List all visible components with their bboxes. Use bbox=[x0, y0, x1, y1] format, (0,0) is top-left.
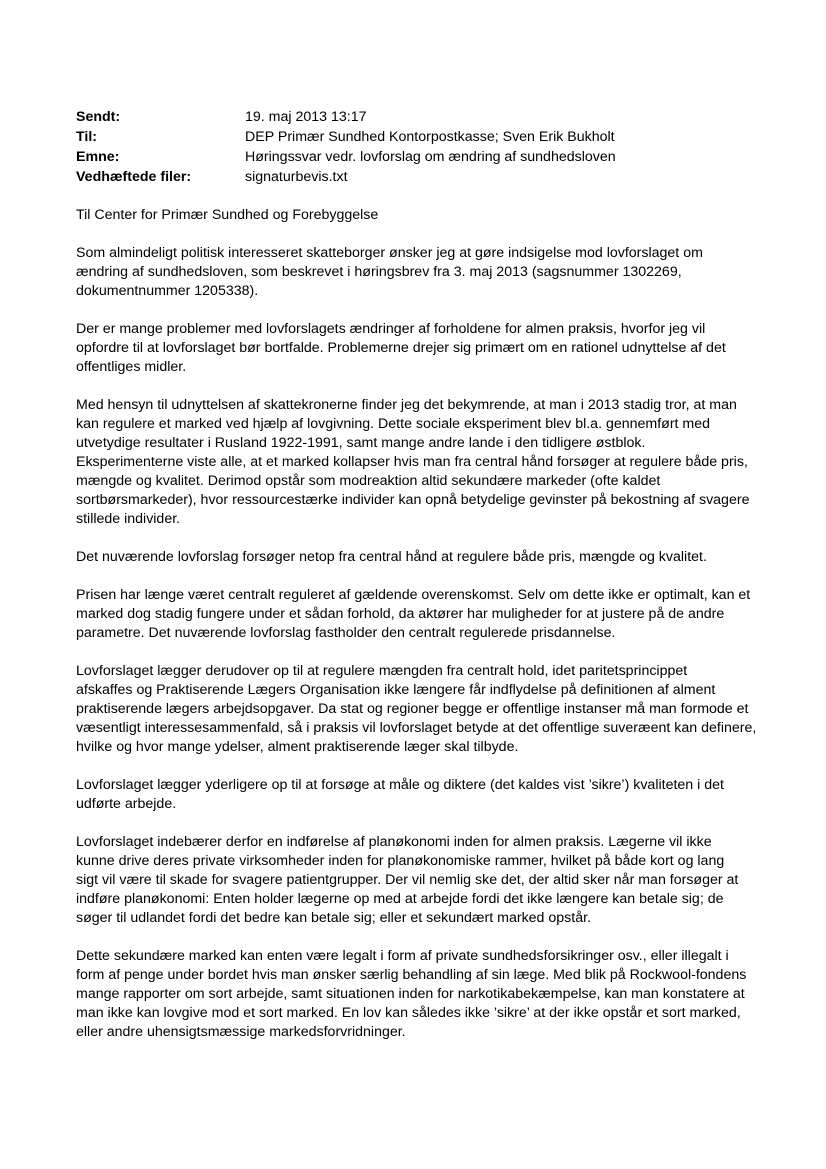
paragraph-line: Lovforslaget indebærer derfor en indførelse af planøkonomi inden for almen praksis. Lægerne vil ikke bbox=[76, 834, 712, 850]
to-value: DEP Primær Sundhed Kontorpostkasse; Sven Erik Bukholt bbox=[245, 129, 615, 145]
paragraph-line: kan regulere et marked ved hjælp af lovgivning. Dette sociale eksperiment blev bl.a. gennemført med bbox=[76, 416, 711, 432]
paragraph-line: Der er mange problemer med lovforslagets ændringer af forholdene for almen praksis, hvorfor jeg vil bbox=[76, 321, 706, 337]
paragraph-line: Som almindeligt politisk interesseret skatteborger ønsker jeg at gøre indsigelse mod lovforslaget om bbox=[76, 245, 703, 261]
letter-page bbox=[76, 108, 756, 1042]
paragraph-line: væsentligt interessesammenfald, så i praksis vil lovforslaget betyde at det offentlige suveræent kan definere, bbox=[76, 720, 757, 736]
sent-value: 19. maj 2013 13:17 bbox=[245, 109, 367, 125]
paragraph-line: parametre. Det nuværende lovforslag fastholder den centralt regulerede prisdannelse. bbox=[76, 625, 616, 641]
attachments-value: signaturbevis.txt bbox=[245, 169, 348, 185]
body-paragraph bbox=[76, 548, 756, 567]
paragraph-line: sortbørsmarkeder), hvor ressourcestærke individer kan opnå betydelige gevinster på bekostning af svagere bbox=[76, 492, 750, 508]
paragraph-line: afskaffes og Praktiserende Lægers Organisation ikke længere får indflydelse på definitionen af alment bbox=[76, 682, 716, 698]
email-header bbox=[76, 108, 756, 187]
body-paragraph bbox=[76, 662, 756, 757]
body-paragraph bbox=[76, 833, 756, 928]
paragraph-line: stillede individer. bbox=[76, 511, 181, 527]
body-paragraph bbox=[76, 244, 756, 301]
body-paragraph bbox=[76, 320, 756, 377]
paragraph-line: indføre planøkonomi: Enten holder lægerne op med at arbejde fordi det ikke længere kan betale sig; de bbox=[76, 891, 724, 907]
paragraph-line: Eksperimenterne viste alle, at et marked kollapser hvis man fra central hånd forsøger at regulere både pris, bbox=[76, 454, 748, 470]
paragraph-line: opfordre til at lovforslaget bør bortfalde. Problemerne drejer sig primært om en rationel udnyttelse af det bbox=[76, 340, 726, 356]
body-paragraph bbox=[76, 586, 756, 643]
paragraph-line: sigt vil være til skade for svagere patientgrupper. Der vil nemlig ske det, der altid sker når man forsøger at bbox=[76, 872, 739, 888]
greeting: Til Center for Primær Sundhed og Forebyggelse bbox=[76, 207, 379, 223]
paragraph-line: mængde og kvalitet. Derimod opstår som modreaktion altid sekundære markeder (ofte kaldet bbox=[76, 473, 661, 489]
paragraph-line: udførte arbejde. bbox=[76, 796, 177, 812]
paragraph-line: hvilke og hvor mange ydelser, alment praktiserende læger skal tilbyde. bbox=[76, 739, 519, 755]
paragraph-line: dokumentnummer 1205338). bbox=[76, 283, 259, 299]
letter-body bbox=[76, 244, 756, 1042]
paragraph-line: man ikke kan lovgive mod et sort marked. En lov kan således ikke ’sikre’ at der ikke opstår et sort marked, bbox=[76, 1005, 741, 1021]
paragraph-line: ændring af sundhedsloven, som beskrevet i høringsbrev fra 3. maj 2013 (sagsnummer 1302269, bbox=[76, 264, 682, 280]
paragraph-line: marked dog stadig fungere under et sådan forhold, da aktører har muligheder for at justere på de andre bbox=[76, 606, 725, 622]
paragraph-line: Med hensyn til udnyttelsen af skattekronerne finder jeg det bekymrende, at man i 2013 stadig tror, at man bbox=[76, 397, 737, 413]
paragraph-line: Lovforslaget lægger derudover op til at regulere mængden fra centralt hold, idet paritetsprincippet bbox=[76, 663, 688, 679]
paragraph-line: kunne drive deres private virksomheder inden for planøkonomiske rammer, hvilket på både kort og lang bbox=[76, 853, 725, 869]
attachments-label: Vedhæftede filer: bbox=[76, 169, 192, 185]
paragraph-line: søger til udlandet fordi det bedre kan betale sig; eller et sekundært marked opstår. bbox=[76, 910, 591, 926]
paragraph-line: Prisen har længe været centralt reguleret af gældende overenskomst. Selv om dette ikke er optimalt, kan et bbox=[76, 587, 751, 603]
paragraph-line: utvetydige resultater i Rusland 1922-1991, samt mange andre lande i den tidligere østblok. bbox=[76, 435, 646, 451]
paragraph-line: praktiserende lægers arbejdsopgaver. Da stat og regioner begge er offentlige instanser må man formode et bbox=[76, 701, 749, 717]
paragraph-line: mange rapporter om sort arbejde, samt situationen inden for narkotikabekæmpelse, kan man konstatere at bbox=[76, 986, 745, 1002]
paragraph-line: eller andre uhensigtsmæssige markedsforvridninger. bbox=[76, 1024, 406, 1040]
body-paragraph bbox=[76, 396, 756, 529]
paragraph-line: form af penge under bordet hvis man ønsker særlig behandling af sin læge. Med blik på Rockwool-fondens bbox=[76, 967, 747, 983]
paragraph-line: Dette sekundære marked kan enten være legalt i form af private sundhedsforsikringer osv., eller illegalt i bbox=[76, 948, 729, 964]
subject-value: Høringssvar vedr. lovforslag om ændring af sundhedsloven bbox=[245, 149, 616, 165]
paragraph-line: Lovforslaget lægger yderligere op til at forsøge at måle og diktere (det kaldes vist ’sikre’) kvaliteten i det bbox=[76, 777, 724, 793]
body-paragraph bbox=[76, 776, 756, 814]
paragraph-line: offentliges midler. bbox=[76, 359, 187, 375]
to-label: Til: bbox=[76, 129, 98, 145]
sent-label: Sendt: bbox=[76, 109, 121, 125]
paragraph-line: Det nuværende lovforslag forsøger netop fra central hånd at regulere både pris, mængde og kvalitet. bbox=[76, 549, 707, 565]
subject-label: Emne: bbox=[76, 149, 120, 165]
body-paragraph bbox=[76, 947, 756, 1042]
